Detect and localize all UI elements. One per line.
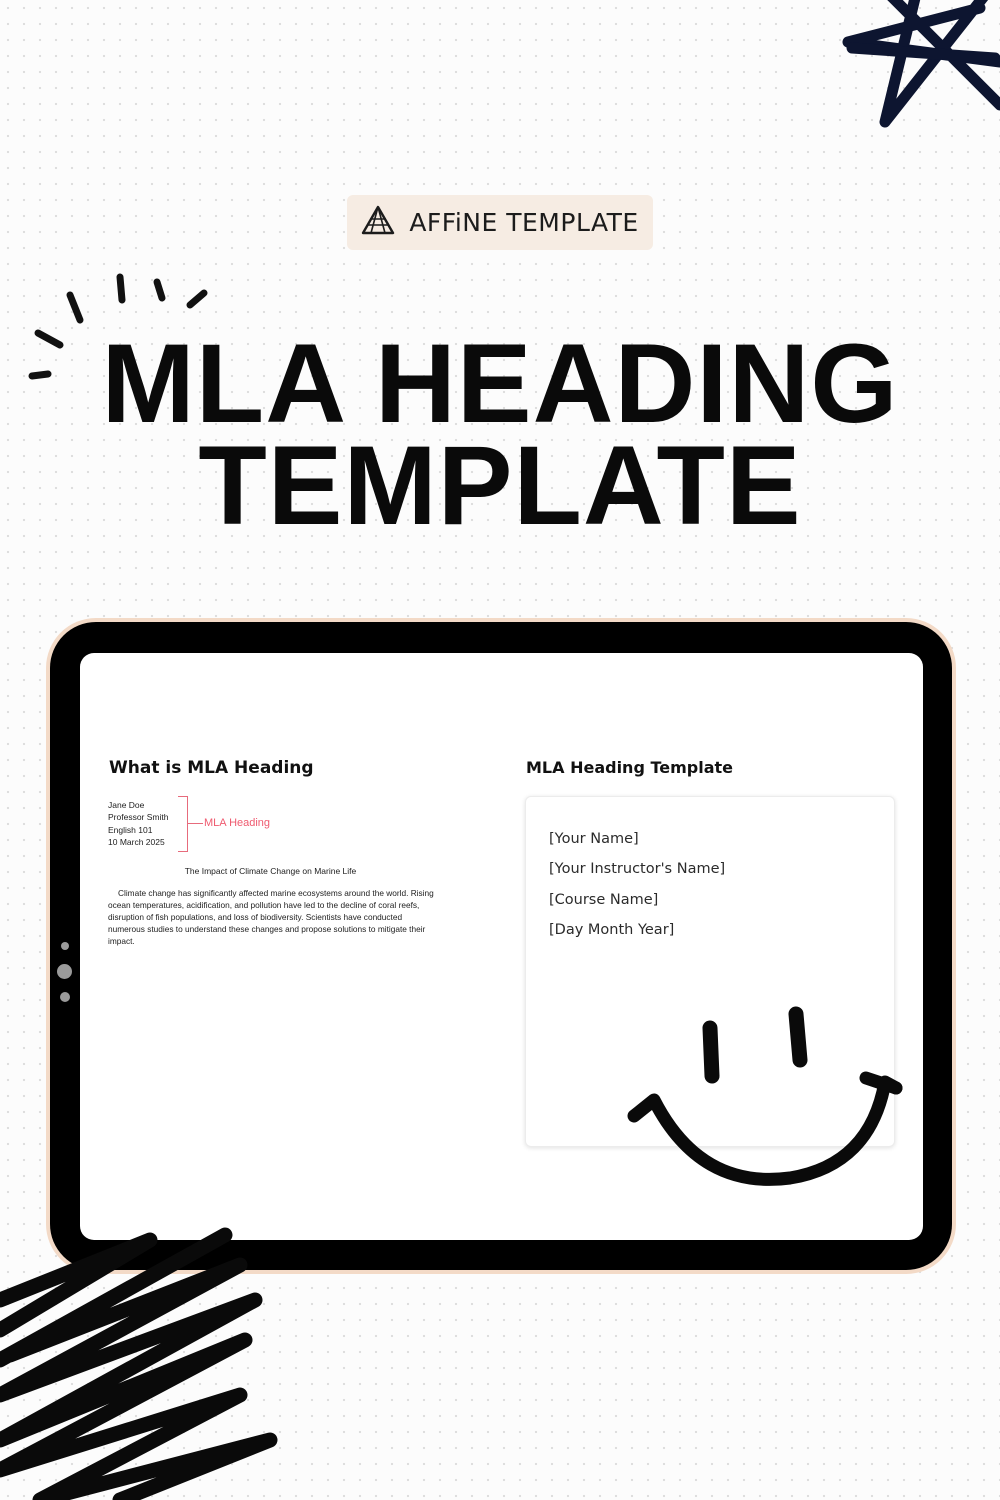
right-panel-heading: MLA Heading Template [526,758,734,777]
heading-line-name: Jane Doe [108,800,145,810]
template-card [525,796,895,1147]
heading-line-course: English 101 [108,824,153,835]
template-line-name[interactable]: [Your Name] [549,831,639,847]
template-line-date[interactable]: [Day Month Year] [549,922,675,938]
mla-heading-annotation: MLA Heading [204,817,271,829]
heading-line-date: 10 March 2025 [108,836,165,847]
template-line-instructor[interactable]: [Your Instructor's Name] [549,861,726,877]
camera-dot [61,942,69,950]
mla-heading-example [108,799,168,848]
sensor-dot [60,992,70,1002]
affine-logo-icon [361,205,395,240]
template-badge [347,195,653,250]
badge-label: AFFiNE TEMPLATE [409,208,639,237]
scribble-doodle [0,1235,270,1500]
paper-body: Climate change has significantly affected marine ecosystems around the world. Rising ocean temperatures, acidification, and pollution have led to the decline of coral reefs, disruption of fish populations, and loss of biodiversity. Scientists have conducted numerous studies to understand these changes and propose solutions to mitigate their impact. [108,888,434,947]
left-panel-heading: What is MLA Heading [109,758,314,778]
heading-line-instructor: Professor Smith [108,812,169,823]
title-line-2: TEMPLATE [198,423,802,548]
tablet-screen [80,653,923,1240]
annotation-connector [187,823,203,824]
page-title [0,321,1000,548]
template-line-course[interactable]: [Course Name] [549,892,659,908]
star-doodle [848,0,1000,122]
title-line-1: MLA HEADING [101,321,899,446]
paper-title: The Impact of Climate Change on Marine Life [184,866,357,876]
annotation-bracket [178,796,188,852]
camera-lens [57,964,72,979]
